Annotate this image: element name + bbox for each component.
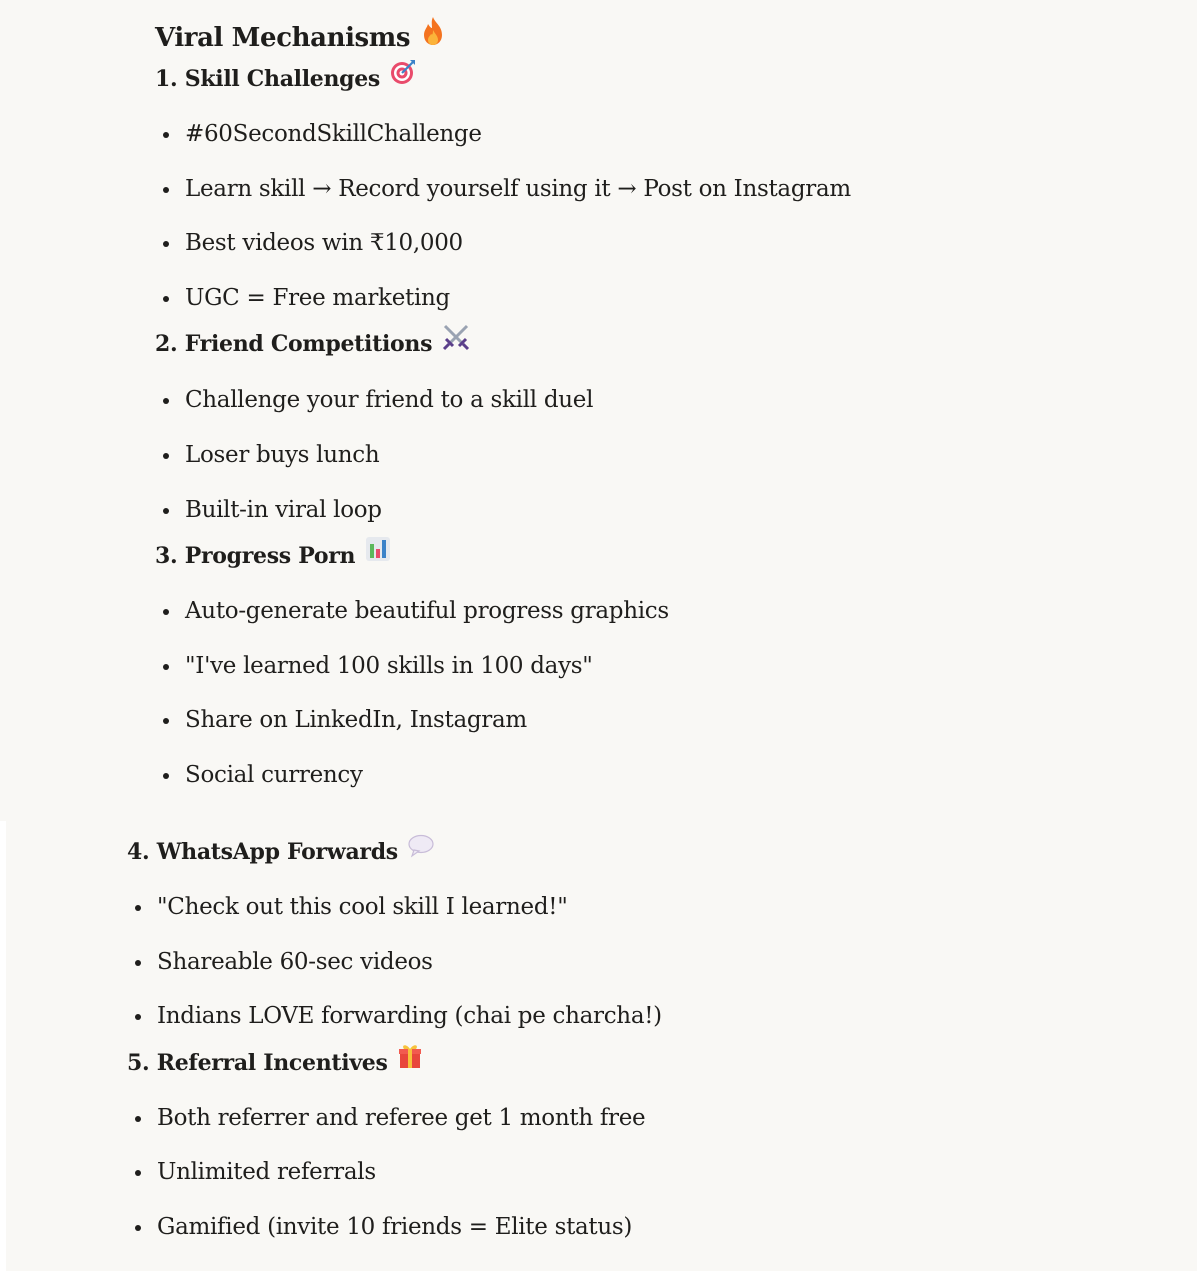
whatsapp-forwards-list [127, 880, 1127, 1044]
list-item: Unlimited referrals [127, 1145, 1127, 1200]
viral-mechanisms-section-continued [127, 833, 1127, 1255]
progress-porn-list [155, 584, 1155, 802]
list-item: Social currency [155, 748, 1155, 803]
list-item: "Check out this cool skill I learned!" [127, 880, 1127, 935]
list-item: UGC = Free marketing [155, 271, 1155, 326]
fire-icon [420, 16, 446, 58]
list-item: Best videos win ₹10,000 [155, 216, 1155, 271]
list-item: Loser buys lunch [155, 428, 1155, 483]
list-item: Auto-generate beautiful progress graphics [155, 584, 1155, 639]
gift-icon [398, 1043, 422, 1081]
list-item: Share on LinkedIn, Instagram [155, 693, 1155, 748]
list-item: Both referrer and referee get 1 month free [127, 1091, 1127, 1146]
list-item: Indians LOVE forwarding (chai pe charcha!) [127, 989, 1127, 1044]
section-heading: 3. Progress Porn [155, 537, 1155, 576]
list-item: Shareable 60-sec videos [127, 935, 1127, 990]
list-item: Gamified (invite 10 friends = Elite status) [127, 1200, 1127, 1255]
skill-challenges-list [155, 107, 1155, 325]
list-item: Learn skill → Record yourself using it → Post on Instagram [155, 162, 1155, 217]
section-heading: 5. Referral Incentives [127, 1044, 1127, 1083]
crossed-swords-icon [442, 323, 470, 363]
referral-incentives-list [127, 1091, 1127, 1255]
list-item: "I've learned 100 skills in 100 days" [155, 639, 1155, 694]
friend-competitions-list [155, 373, 1155, 537]
speech-bubble-icon [408, 832, 434, 870]
section-heading: 2. Friend Competitions [155, 325, 1155, 365]
bar-chart-icon [365, 536, 391, 574]
section-heading: 4. WhatsApp Forwards [127, 833, 1127, 872]
target-icon [390, 59, 416, 97]
list-item: #60SecondSkillChallenge [155, 107, 1155, 162]
page-title: Viral Mechanisms [155, 18, 1155, 60]
viral-mechanisms-section [155, 18, 1155, 803]
list-item: Built-in viral loop [155, 483, 1155, 538]
list-item: Challenge your friend to a skill duel [155, 373, 1155, 428]
section-heading: 1. Skill Challenges [155, 60, 1155, 99]
